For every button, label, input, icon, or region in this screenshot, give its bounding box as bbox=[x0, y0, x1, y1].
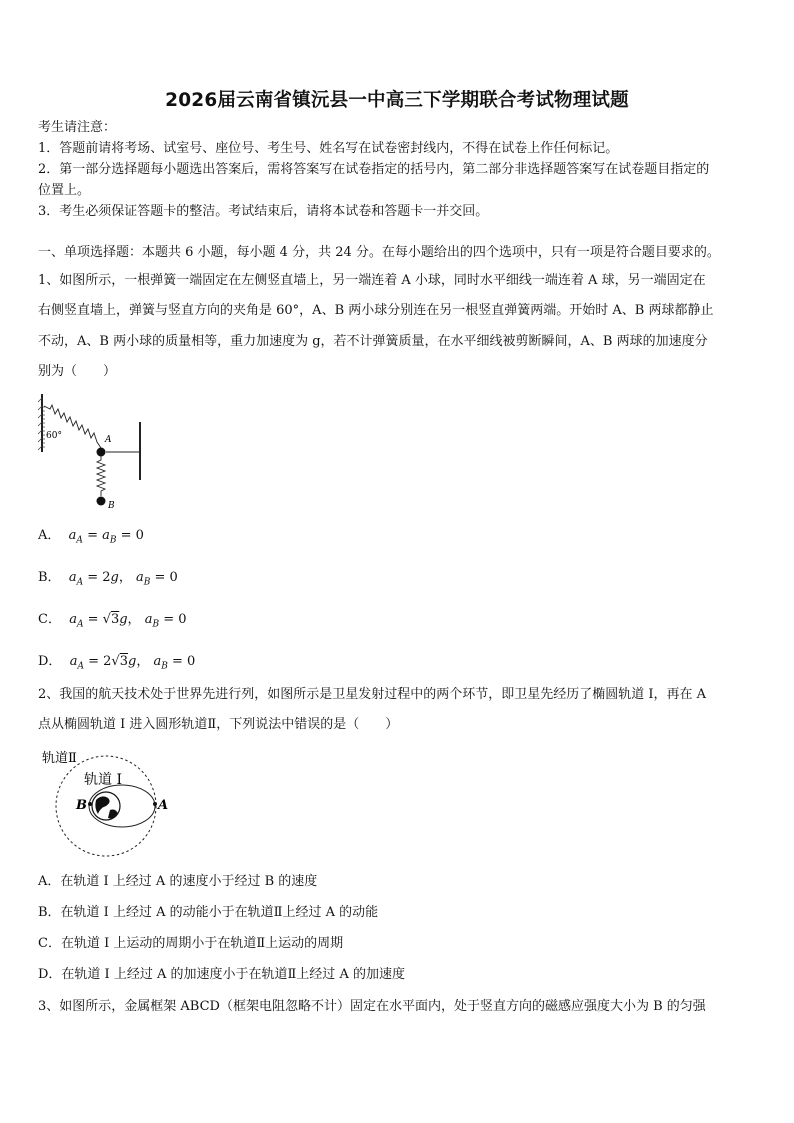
ball-a-label: A bbox=[105, 435, 112, 445]
question-1-line: 右侧竖直墙上，弹簧与竖直方向的夹角是 60°，A、B 两小球分别连在另一根竖直弹簧两端。开始时 A、B 两球都静止 bbox=[38, 303, 714, 318]
question-2-option-c: C．在轨道 I 上运动的周期小于在轨道Ⅱ上运动的周期 bbox=[38, 936, 344, 951]
orbit-2-label: 轨道Ⅱ bbox=[42, 751, 77, 766]
option-a-formula: $a_A = a_B = 0$ bbox=[64, 528, 144, 546]
question-2-option-b: B．在轨道 I 上经过 A 的动能小于在轨道Ⅱ上经过 A 的动能 bbox=[38, 905, 379, 920]
question-1-line: 1、如图所示，一根弹簧一端固定在左侧竖直墙上，另一端连着 A 小球，同时水平细线一端连着 A 球，另一端固定在 bbox=[38, 273, 706, 288]
option-b: B． $a_A = 2g$， $a_B = 0$ bbox=[38, 570, 178, 588]
notice-item: 2．第一部分选择题每小题选出答案后，需将答案写在试卷指定的括号内，第二部分非选择题答案写在试卷题目指定的 bbox=[38, 162, 710, 177]
angle-label: 60° bbox=[46, 431, 62, 441]
question-3-line: 3、如图所示，金属框架 ABCD（框架电阻忽略不计）固定在水平面内，处于竖直方向的磁感应强度大小为 B 的匀强 bbox=[38, 999, 706, 1014]
ball-b bbox=[97, 497, 106, 506]
point-b-label: B bbox=[76, 798, 87, 813]
option-c: C． $a_A = √3g$， $a_B = 0$ bbox=[38, 612, 187, 630]
option-c-formula: $a_A = √3g$， $a_B = 0$ bbox=[65, 612, 187, 630]
inclined-spring bbox=[44, 405, 101, 448]
section-heading: 一、单项选择题：本题共 6 小题，每小题 4 分，共 24 分。在每小题给出的四个选项中，只有一项是符合题目要求的。 bbox=[38, 245, 720, 260]
orbit-1-label: 轨道 I bbox=[84, 772, 122, 788]
option-a: A． $a_A = a_B = 0$ bbox=[38, 528, 144, 546]
question-2-line: 2、我国的航天技术处于世界先进行列，如图所示是卫星发射过程中的两个环节，即卫星先经历了椭圆轨道 I，再在 A bbox=[38, 687, 707, 702]
question-2-option-d: D．在轨道 I 上经过 A 的加速度小于在轨道Ⅱ上经过 A 的加速度 bbox=[38, 967, 405, 982]
page-title: 2026届云南省镇沅县一中高三下学期联合考试物理试题 bbox=[165, 90, 629, 111]
notice-item: 1．答题前请将考场、试室号、座位号、考生号、姓名写在试卷密封线内，不得在试卷上作任何标记。 bbox=[38, 141, 619, 156]
option-d-formula: $a_A = 2√3g$， $a_B = 0$ bbox=[65, 654, 196, 672]
question-1-line: 不动，A、B 两小球的质量相等，重力加速度为 g，若不计弹簧质量，在水平细线被剪断瞬间，A、B 两球的加速度分 bbox=[38, 334, 708, 349]
ball-a bbox=[97, 448, 106, 457]
notice-item: 3．考生必须保证答题卡的整洁。考试结束后，请将本试卷和答题卡一并交回。 bbox=[38, 204, 489, 219]
vertical-spring bbox=[97, 456, 105, 496]
option-d: D． $a_A = 2√3g$， $a_B = 0$ bbox=[38, 654, 196, 672]
spring-figure bbox=[36, 392, 148, 514]
question-1-line: 别为（ ） bbox=[38, 364, 117, 379]
orbit-figure bbox=[36, 744, 176, 862]
notice-item: 位置上。 bbox=[38, 183, 91, 198]
notice-heading: 考生请注意： bbox=[38, 120, 117, 135]
question-2-option-a: A．在轨道 I 上经过 A 的速度小于经过 B 的速度 bbox=[38, 874, 318, 889]
question-2-line: 点从椭圆轨道 I 进入圆形轨道Ⅱ，下列说法中错误的是（ ） bbox=[38, 717, 399, 732]
point-a-label: A bbox=[158, 798, 169, 813]
ball-b-label: B bbox=[108, 501, 115, 511]
option-b-formula: $a_A = 2g$， $a_B = 0$ bbox=[64, 570, 178, 588]
